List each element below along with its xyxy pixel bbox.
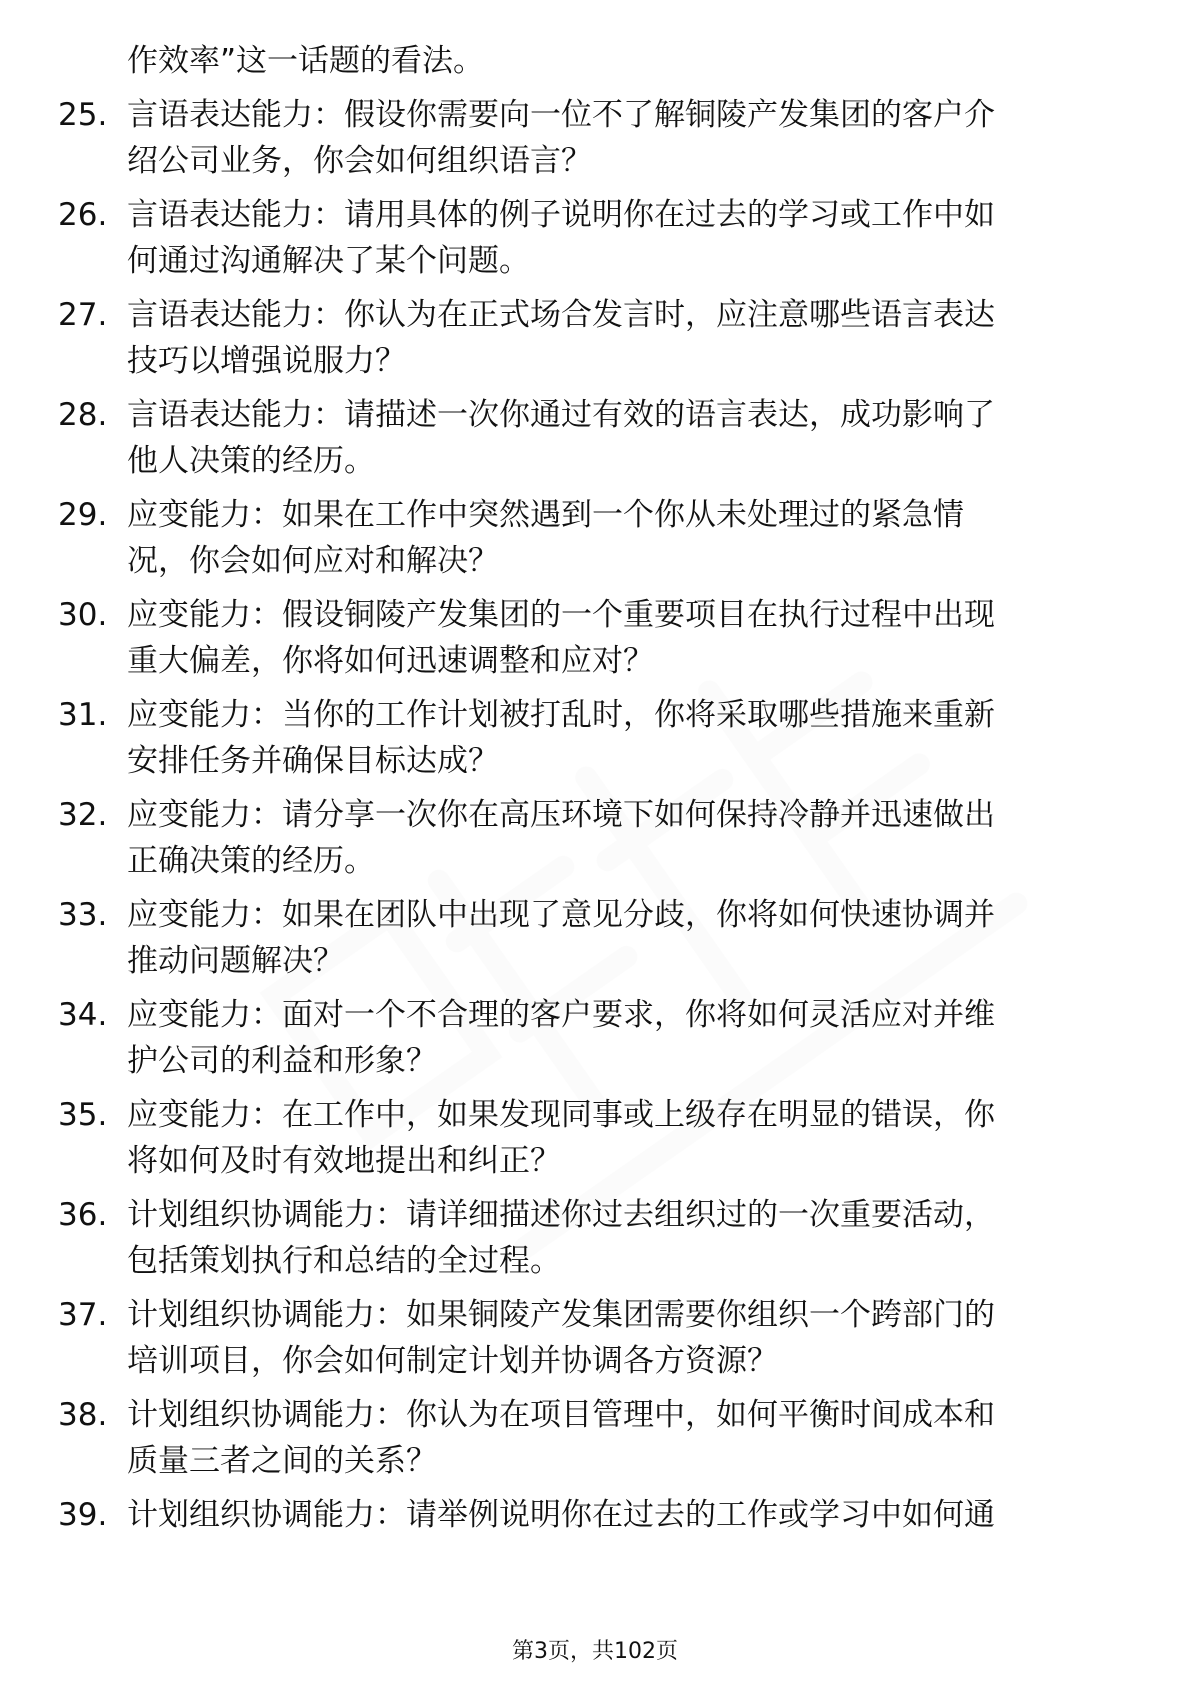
item-number: 31. <box>58 697 108 733</box>
item-text <box>127 792 1112 884</box>
item-line: 言语表达能力：请描述一次你通过有效的语言表达，成功影响了 <box>127 397 995 433</box>
item-line: 正确决策的经历。 <box>127 843 375 879</box>
item-line: 何通过沟通解决了某个问题。 <box>127 243 530 279</box>
item-number: 36. <box>58 1197 108 1233</box>
item-line: 包括策划执行和总结的全过程。 <box>127 1243 561 1279</box>
list-item <box>0 592 1190 684</box>
list-item <box>0 1192 1190 1284</box>
list-item <box>0 392 1190 484</box>
item-line: 应变能力：请分享一次你在高压环境下如何保持冷静并迅速做出 <box>127 797 995 833</box>
list-item <box>0 192 1190 284</box>
item-line: 言语表达能力：你认为在正式场合发言时，应注意哪些语言表达 <box>127 297 995 333</box>
item-line: 护公司的利益和形象？ <box>127 1043 437 1079</box>
item-line: 计划组织协调能力：你认为在项目管理中，如何平衡时间成本和 <box>127 1397 995 1433</box>
item-line: 况，你会如何应对和解决？ <box>127 543 499 579</box>
item-number: 29. <box>58 497 108 533</box>
item-line <box>127 1538 1112 1584</box>
item-line: 计划组织协调能力：请举例说明你在过去的工作或学习中如何通 <box>127 1497 995 1533</box>
item-line: 培训项目，你会如何制定计划并协调各方资源？ <box>127 1343 778 1379</box>
item-line: 计划组织协调能力：如果铜陵产发集团需要你组织一个跨部门的 <box>127 1297 995 1333</box>
item-number: 33. <box>58 897 108 933</box>
item-line: 重大偏差，你将如何迅速调整和应对？ <box>127 643 654 679</box>
item-line: 技巧以增强说服力？ <box>127 343 406 379</box>
item-number: 32. <box>58 797 108 833</box>
item-text <box>127 692 1112 784</box>
item-text <box>127 1192 1112 1284</box>
item-text <box>127 1392 1112 1484</box>
item-line: 应变能力：如果在团队中出现了意见分歧，你将如何快速协调并 <box>127 897 995 933</box>
item-text <box>127 92 1112 184</box>
document-content <box>0 38 1190 1584</box>
item-text <box>127 492 1112 584</box>
list-item <box>0 692 1190 784</box>
item-line: 言语表达能力：请用具体的例子说明你在过去的学习或工作中如 <box>127 197 995 233</box>
list-item <box>0 892 1190 984</box>
item-number: 38. <box>58 1397 108 1433</box>
item-text <box>127 192 1112 284</box>
item-line: 计划组织协调能力：请详细描述你过去组织过的一次重要活动， <box>127 1197 995 1233</box>
list-item <box>0 992 1190 1084</box>
item-text <box>127 292 1112 384</box>
item-line: 质量三者之间的关系？ <box>127 1443 437 1479</box>
item-line: 推动问题解决？ <box>127 943 344 979</box>
item-line: 应变能力：面对一个不合理的客户要求，你将如何灵活应对并维 <box>127 997 995 1033</box>
list-item <box>0 1392 1190 1484</box>
item-line: 将如何及时有效地提出和纠正？ <box>127 1143 561 1179</box>
item-number: 30. <box>58 597 108 633</box>
item-number: 25. <box>58 97 108 133</box>
item-line: 应变能力：当你的工作计划被打乱时，你将采取哪些措施来重新 <box>127 697 995 733</box>
list-item <box>0 92 1190 184</box>
item-number: 34. <box>58 997 108 1033</box>
list-item <box>0 1092 1190 1184</box>
item-line: 他人决策的经历。 <box>127 443 375 479</box>
item-line: 安排任务并确保目标达成？ <box>127 743 499 779</box>
item-text <box>127 892 1112 984</box>
list-item <box>0 1492 1190 1584</box>
item-line: 应变能力：如果在工作中突然遇到一个你从未处理过的紧急情 <box>127 497 964 533</box>
item-number: 27. <box>58 297 108 333</box>
page-footer: 第3页，共102页 <box>512 1639 678 1664</box>
item-line: 言语表达能力：假设你需要向一位不了解铜陵产发集团的客户介 <box>127 97 995 133</box>
item-text <box>127 392 1112 484</box>
intro-line: 作效率”这一话题的看法。 <box>127 43 485 79</box>
item-text <box>127 592 1112 684</box>
item-number: 39. <box>58 1497 108 1533</box>
item-line: 应变能力：假设铜陵产发集团的一个重要项目在执行过程中出现 <box>127 597 995 633</box>
item-text <box>127 992 1112 1084</box>
item-text <box>127 1292 1112 1384</box>
item-number: 35. <box>58 1097 108 1133</box>
item-text <box>127 1492 1112 1584</box>
list-item <box>0 1292 1190 1384</box>
list-item <box>0 292 1190 384</box>
list-item <box>0 792 1190 884</box>
list-item <box>0 492 1190 584</box>
item-number: 37. <box>58 1297 108 1333</box>
item-number: 28. <box>58 397 108 433</box>
item-line: 绍公司业务，你会如何组织语言？ <box>127 143 592 179</box>
item-line: 应变能力：在工作中，如果发现同事或上级存在明显的错误，你 <box>127 1097 995 1133</box>
item-number: 26. <box>58 197 108 233</box>
item-text <box>127 1092 1112 1184</box>
